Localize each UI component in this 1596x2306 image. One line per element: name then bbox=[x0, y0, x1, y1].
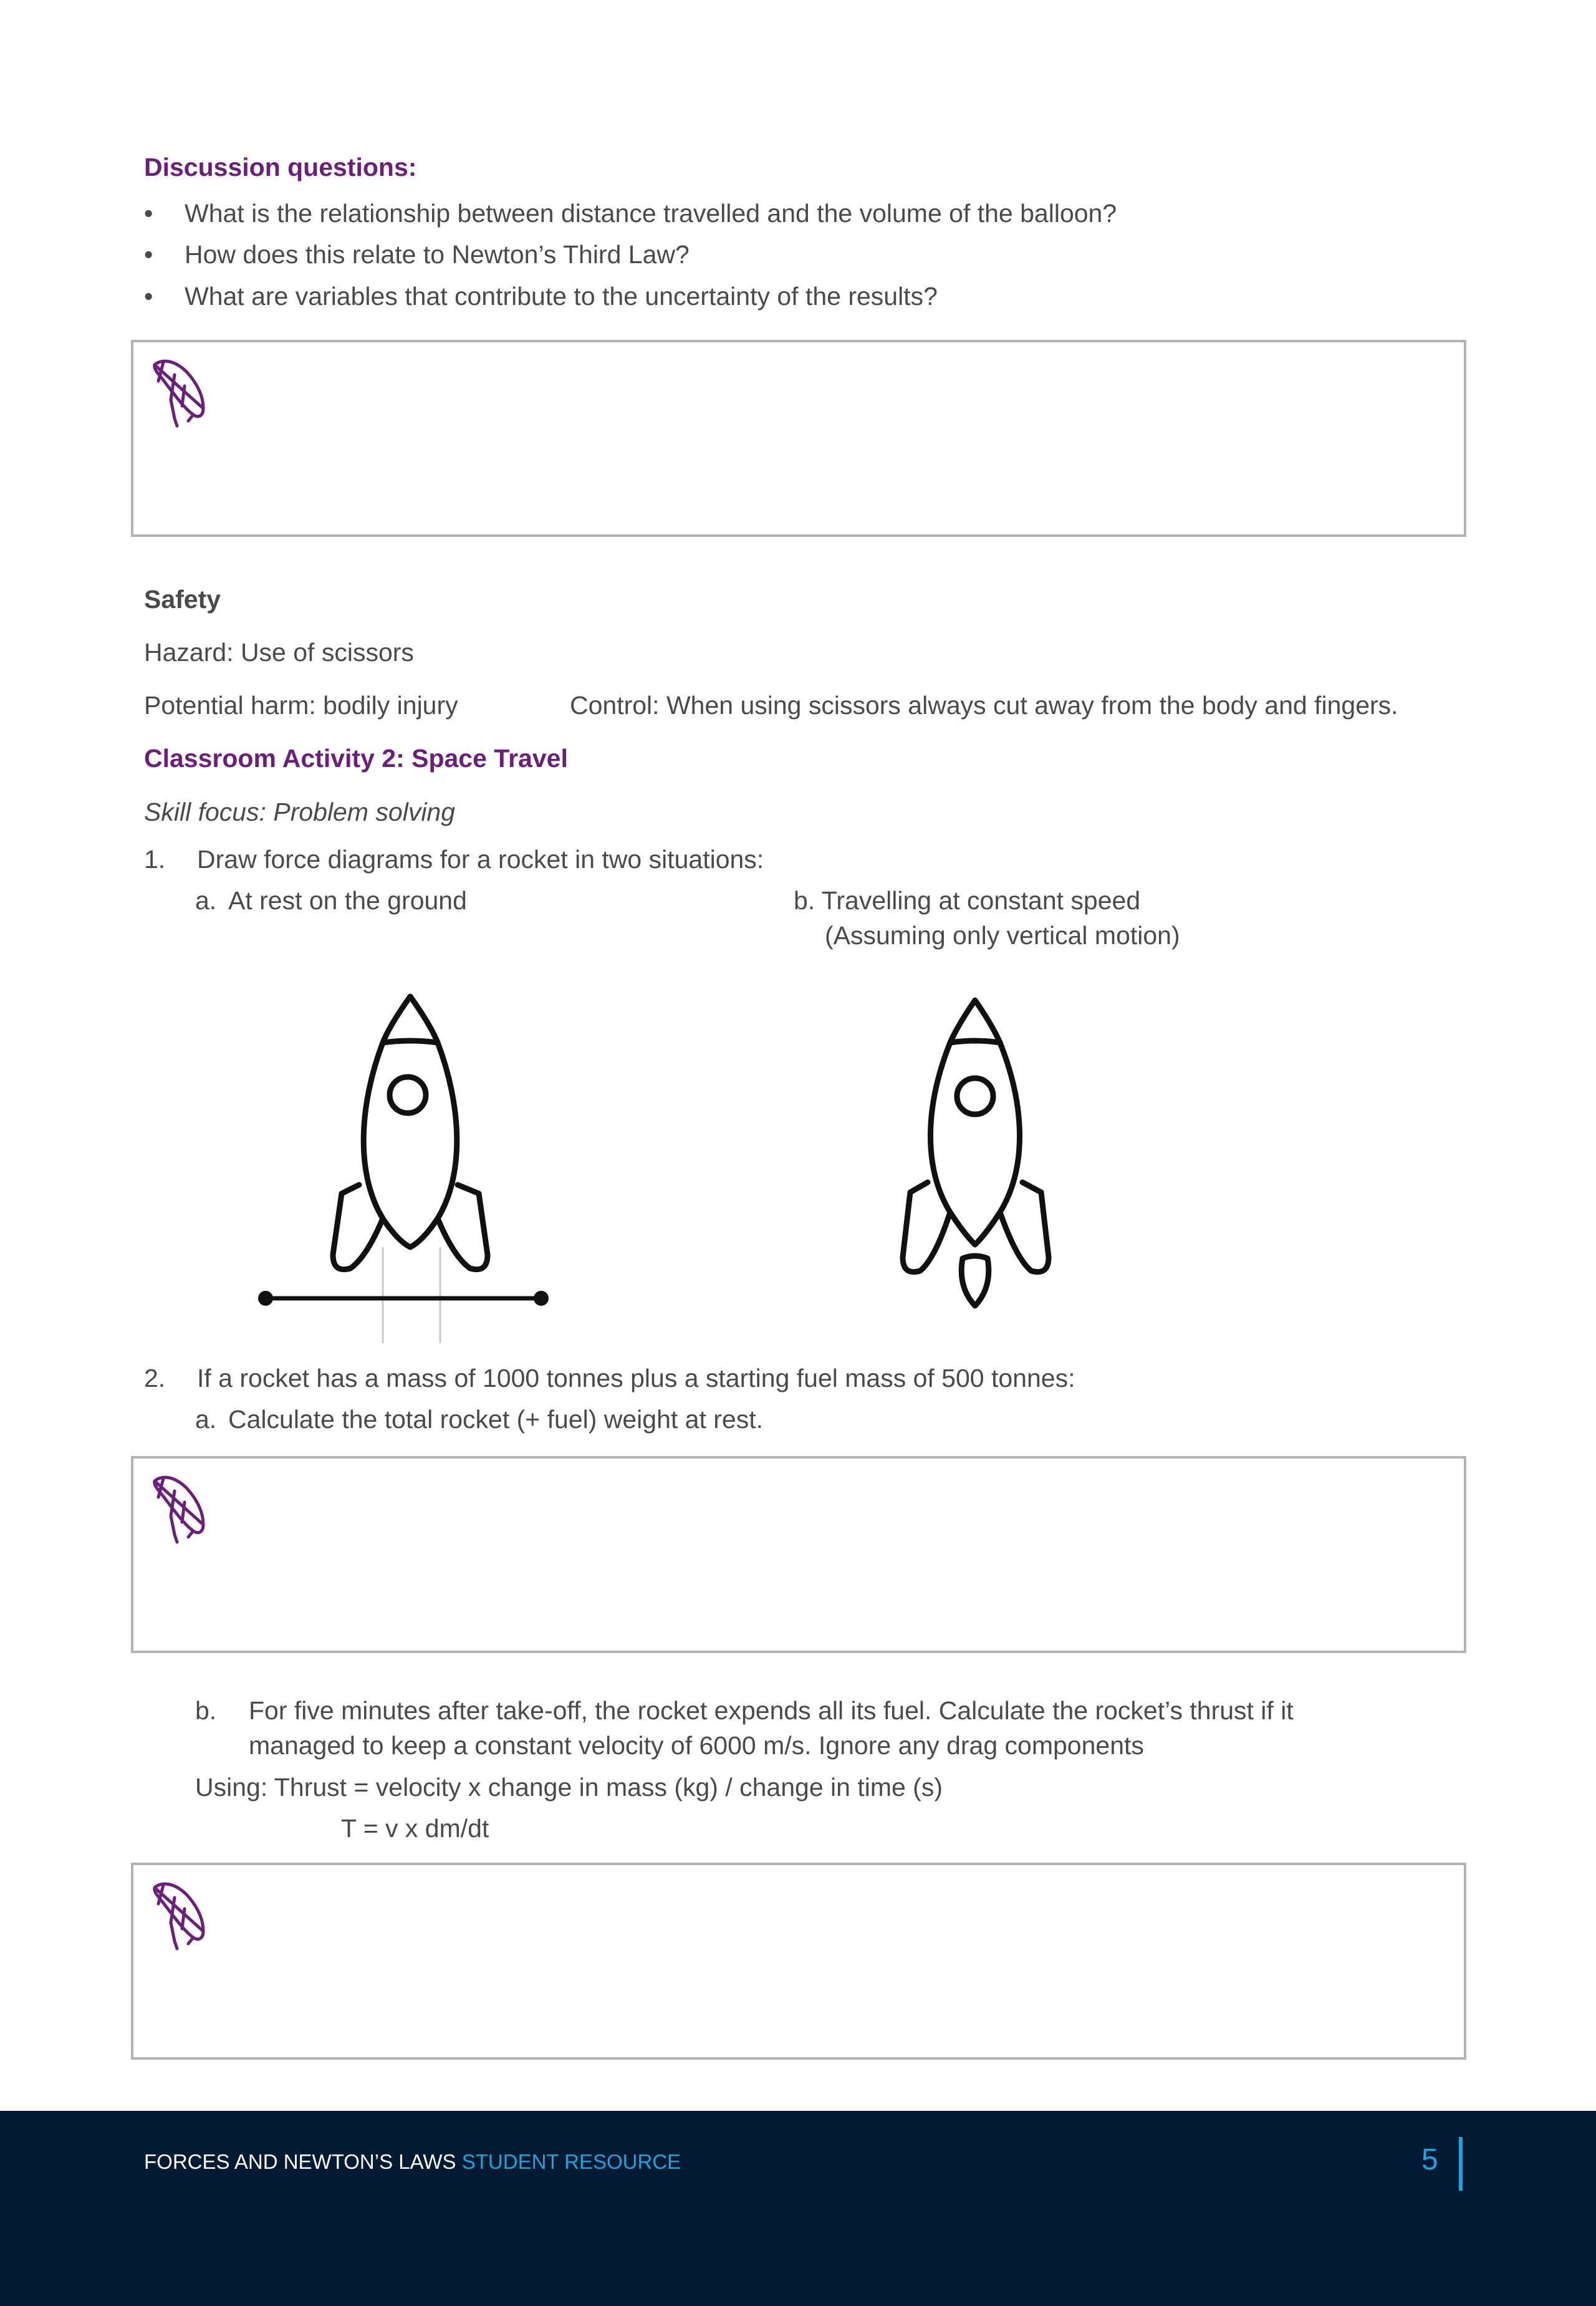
pen-writing-icon bbox=[150, 356, 211, 430]
page-footer bbox=[0, 2111, 1596, 2306]
bullet: • bbox=[144, 199, 153, 228]
question-2-text: If a rocket has a mass of 1000 tonnes plus a starting fuel mass of 500 tonnes: bbox=[197, 1364, 1075, 1392]
discussion-answer-box[interactable] bbox=[131, 340, 1466, 537]
bullet: • bbox=[144, 282, 153, 311]
question-1b-note: (Assuming only vertical motion) bbox=[825, 921, 1180, 950]
question-1-number: 1. bbox=[144, 845, 166, 874]
safety-heading: Safety bbox=[144, 585, 221, 614]
pen-writing-icon bbox=[150, 1472, 211, 1546]
question-2b-line-1: For five minutes after take-off, the rocket expends all its fuel. Calculate the rocket’s thrust if it bbox=[249, 1696, 1294, 1725]
question-1-text: Draw force diagrams for a rocket in two situations: bbox=[197, 845, 764, 874]
thrust-formula: T = v x dm/dt bbox=[341, 1814, 489, 1843]
skill-focus: Skill focus: Problem solving bbox=[144, 798, 456, 826]
thrust-equation-words: Using: Thrust = velocity x change in mass (kg) / change in time (s) bbox=[195, 1773, 943, 1802]
question-1b-text: b. Travelling at constant speed bbox=[794, 886, 1141, 915]
safety-control: Control: When using scissors always cut away from the body and fingers. bbox=[570, 691, 1398, 720]
question-2a-text: Calculate the total rocket (+ fuel) weight at rest. bbox=[228, 1405, 763, 1434]
page-number-bar bbox=[1459, 2137, 1463, 2191]
question-2a-label: a. bbox=[195, 1405, 217, 1434]
question-text: What is the relationship between distance travelled and the volume of the balloon? bbox=[185, 199, 1117, 228]
rocket-on-ground-icon bbox=[249, 987, 561, 1348]
activity-heading: Classroom Activity 2: Space Travel bbox=[144, 744, 568, 773]
thrust-answer-box[interactable] bbox=[131, 1863, 1466, 2060]
safety-harm: Potential harm: bodily injury bbox=[144, 691, 458, 720]
page-number: 5 bbox=[1421, 2143, 1438, 2176]
question-1a-text: At rest on the ground bbox=[228, 886, 467, 915]
footer-title bbox=[144, 2148, 681, 2176]
question-text: How does this relate to Newton’s Third Law? bbox=[185, 240, 690, 269]
footer-document-subtitle: STUDENT RESOURCE bbox=[461, 2150, 681, 2173]
question-2b-line-2: managed to keep a constant velocity of 6000 m/s. Ignore any drag components bbox=[249, 1731, 1144, 1760]
rocket-flying-icon bbox=[873, 987, 1085, 1317]
weight-answer-box[interactable] bbox=[131, 1456, 1466, 1653]
bullet: • bbox=[144, 240, 153, 269]
footer-document-title: FORCES AND NEWTON’S LAWS bbox=[144, 2150, 456, 2173]
question-2-number: 2. bbox=[144, 1364, 166, 1392]
question-2b-label: b. bbox=[195, 1696, 217, 1725]
discussion-heading: Discussion questions: bbox=[144, 153, 417, 181]
safety-hazard: Hazard: Use of scissors bbox=[144, 638, 414, 667]
pen-writing-icon bbox=[150, 1879, 211, 1952]
question-text: What are variables that contribute to the uncertainty of the results? bbox=[185, 282, 938, 311]
question-1a-label: a. bbox=[195, 886, 217, 915]
